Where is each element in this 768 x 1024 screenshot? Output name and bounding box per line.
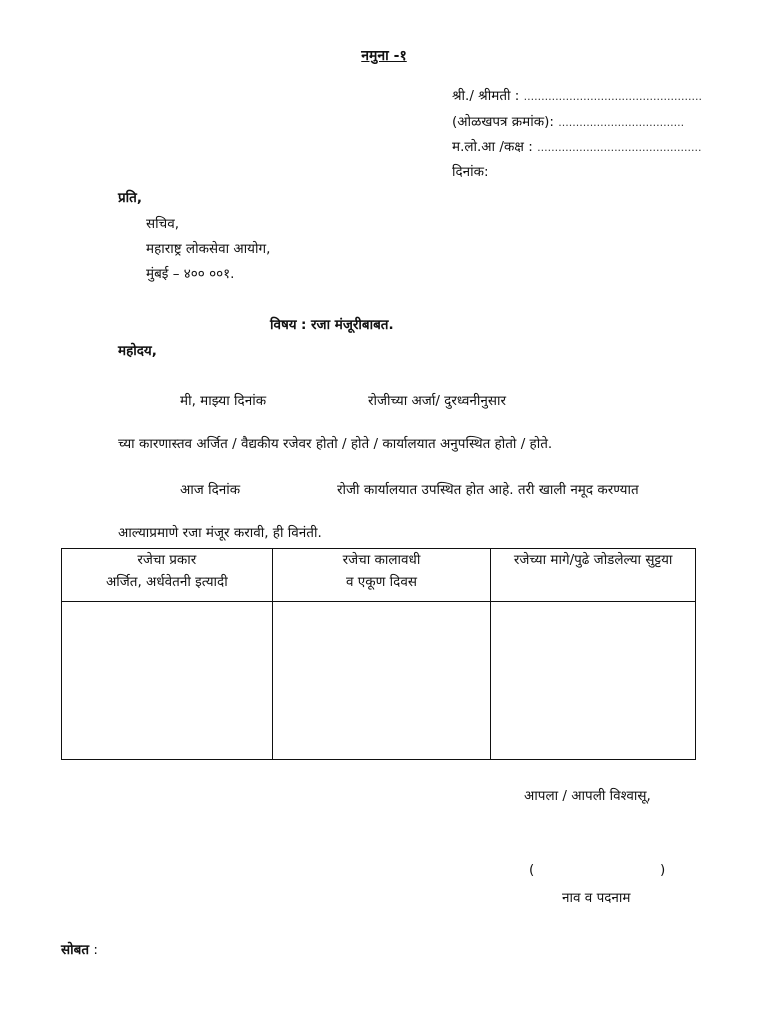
applicant-dept-blank: ............................................... [537,141,702,154]
subject-label: विषय [270,317,297,333]
table-row [62,602,696,760]
body-line-4: आल्याप्रमाणे रजा मंजूर करावी, ही विनंती. [118,525,322,541]
leave-type-cell[interactable] [62,602,273,760]
applicant-name-line [452,86,702,104]
addressee-to: प्रति, [118,190,143,206]
applicant-name-label: श्री./ श्रीमती : [452,88,520,104]
leave-period-cell[interactable] [272,602,491,760]
header-leave-type-line-1: रजेचा प्रकार [137,552,197,568]
body-line-3b: रोजी कार्यालयात उपस्थित होत आहे. तरी खाली नमूद करण्यात [337,482,639,498]
body-line-3a: आज दिनांक [180,482,241,498]
enclosure-line [61,940,98,958]
form-title: नमुना -१ [361,48,407,64]
body-line-2: च्या कारणास्तव अर्जित / वैद्यकीय रजेवर होतो / होते / कार्यालयात अनुपस्थित होतो / होते. [118,436,553,452]
holidays-cell[interactable] [491,602,696,760]
header-leave-period [272,549,491,602]
applicant-id-blank: .................................... [558,116,685,129]
enclosure-label: सोबत [61,942,90,958]
addressee-line-3: मुंबई – ४०० ००१. [146,266,235,282]
body-line-1a: मी, माझ्या दिनांक [180,393,267,409]
applicant-date-label: दिनांक: [452,164,489,180]
applicant-dept-line [452,137,701,155]
applicant-name-blank: ................................................... [523,90,702,103]
subject-line [270,315,394,333]
addressee-line-1: सचिव, [146,216,179,232]
header-leave-type [62,549,273,602]
closing-yours: आपला / आपली विश्वासू, [524,788,651,804]
body-line-1b: रोजीच्या अर्जा/ दुरध्वनीनुसार [368,393,507,409]
enclosure-colon: : [93,942,98,958]
signature-paren-open: ( [529,862,535,878]
subject-text: : रजा मंजूरीबाबत. [300,317,394,333]
salutation: महोदय, [118,343,157,359]
header-leave-period-line-1: रजेचा कालावधी [342,552,421,568]
header-leave-period-line-2: व एकूण दिवस [345,574,417,590]
applicant-dept-label: म.लो.आ /कक्ष : [452,139,533,155]
header-holidays [491,549,696,602]
applicant-id-label: (ओळखपत्र क्रमांक): [452,114,554,130]
leave-details-table [61,548,696,760]
header-leave-type-line-2: अर्जित, अर्धवेतनी इत्यादी [105,574,228,590]
name-designation-label: नाव व पदनाम [562,890,631,906]
header-holidays-line-1: रजेच्या मागे/पुढे जोडलेल्या सुट्टया [513,552,673,568]
applicant-id-line [452,112,684,130]
signature-paren-close: ) [660,862,666,878]
addressee-line-2: महाराष्ट्र लोकसेवा आयोग, [146,241,271,257]
table-header-row [62,549,696,602]
